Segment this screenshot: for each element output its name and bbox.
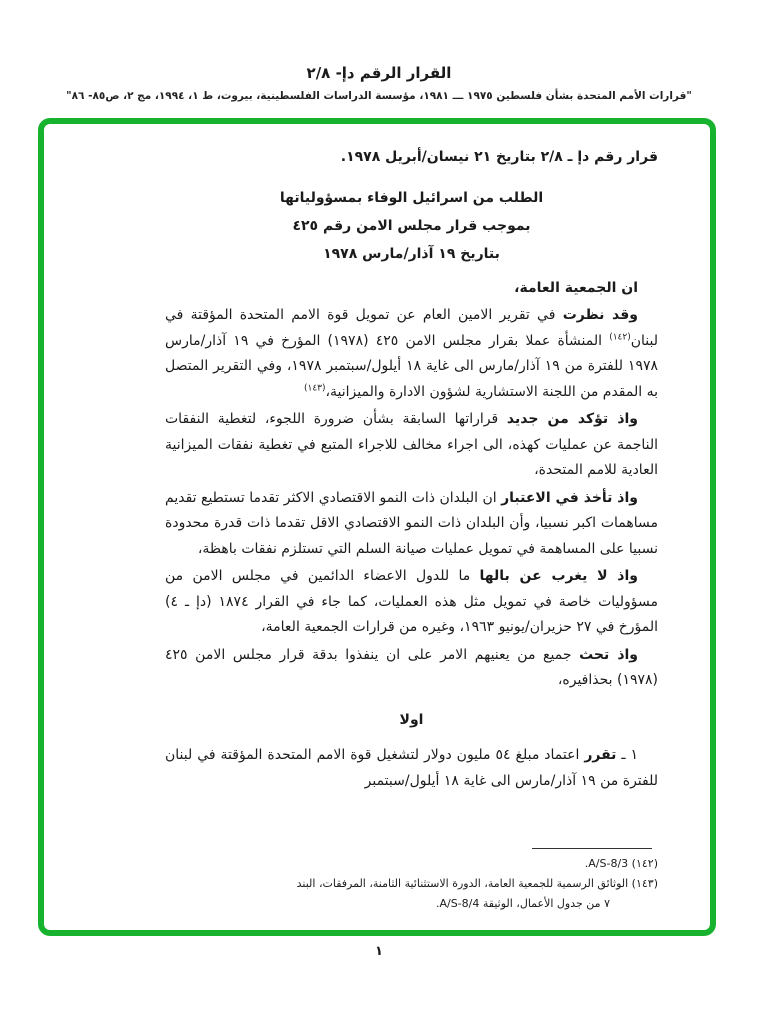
footnote-143-line2: ٧ من جدول الأعمال، الوثيقة A/S-8/4.: [435, 897, 610, 910]
footnotes-block: [112, 848, 658, 914]
operative-paragraph: [165, 743, 658, 794]
page-number: ١: [375, 944, 383, 959]
footnote-ref-143: (١٤٣): [303, 382, 326, 393]
opening-phrase: ان الجمعية العامة،: [514, 279, 638, 296]
paragraph-lead: واذ تؤكد من جديد: [506, 411, 638, 427]
footnote-143-line1: (١٤٣) الوثائق الرسمية للجمعية العامة، الدورة الاستثنائية الثامنة، المرفقات، البند: [296, 877, 658, 890]
subject-line: بتاريخ ١٩ آذار/مارس ١٩٧٨: [323, 245, 500, 262]
paragraph-lead: وقد نظرت: [562, 307, 638, 323]
paragraph-text: ان البلدان ذات النمو الاقتصادي الاكثر تقدما تستطيع تقديم مساهمات اكبر نسبيا، وأن البلدان ذات النمو الاقتصادي الاقل تقدما ذات قدرة محدودة نسبيا على المساهمة في تمويل عمليات صيانة السلم التي تستلزم نفقات باهظة،: [165, 489, 658, 557]
section-heading-first: اولا: [399, 711, 424, 728]
preamble-paragraph: [165, 643, 658, 694]
preamble-paragraph: [165, 486, 658, 563]
paragraph-lead: واذ تحث: [579, 646, 639, 663]
preamble-paragraph: [165, 407, 658, 484]
paragraph-text: المنشأة عملا بقرار مجلس الامن ٤٢٥ (١٩٧٨) المؤرخ في ١٩ آذار/مارس ١٩٧٨ للفترة من ١٩ آذار/مارس الى غاية ١٨ أيلول/سبتمبر ١٩٧٨، وفي التقرير المتصل به المقدم من اللجنة الاستشارية لشؤون الادارة والميزانية،: [165, 332, 658, 400]
paragraph-text: قراراتها السابقة بشأن ضرورة اللجوء، لتغطية النفقات الناجمة عن عمليات كهذه، الى اجراء مخالف للاجراء المتبع في تغطية نفقات الميزانية العادية للامم المتحدة،: [165, 411, 658, 478]
paragraph-text: اعتماد مبلغ ٥٤ مليون دولار لتشغيل قوة الامم المتحدة المؤقتة في لبنان للفترة من ١٩ آذار/مارس الى غاية ١٨ أيلول/سبتمبر: [165, 747, 658, 789]
paragraph-text: في تقرير الامين العام عن تمويل قوة الامم المتحدة المؤقتة في لبنان: [165, 307, 659, 349]
paragraph-text: جميع من يعنيهم الامر على ان ينفذوا بدقة قرار مجلس الامن ٤٢٥ (١٩٧٨) بحذافيره،: [165, 646, 658, 688]
resolution-body: [44, 124, 710, 930]
resolution-subject: [165, 184, 658, 268]
source-citation-line: "قرارات الأمم المتحدة بشأن فلسطين ١٩٧٥ ـــ ١٩٨١، مؤسسة الدراسات الفلسطينية، بيروت، ط ١، ١٩٩٤، مج ٢، ص٨٥- ٨٦": [66, 90, 692, 102]
resolution-green-border-box: [38, 118, 716, 936]
paragraph-lead: واذ تأخذ في الاعتبار: [501, 489, 638, 506]
preamble-paragraph: [165, 564, 658, 641]
footnote-divider: [532, 848, 652, 849]
resolution-heading-line: قرار رقم دإ ـ ٢/٨ بتاريخ ٢١ نيسان/أبريل ١٩٧٨.: [340, 149, 658, 165]
preamble-paragraph: [165, 303, 658, 405]
footnote-ref-142: (١٤٢): [609, 331, 631, 342]
footnote-142: (١٤٢) A/S-8/3.: [584, 857, 658, 870]
subject-line: الطلب من اسرائيل الوفاء بمسؤولياتها: [279, 189, 544, 206]
paragraph-lead: تقرر: [584, 747, 617, 763]
paragraph-lead: واذ لا يغرب عن بالها: [479, 568, 638, 584]
item-number: ١ ـ: [616, 747, 638, 763]
page-title: القرار الرقم دإ- ٢/٨: [306, 64, 452, 82]
subject-line: بموجب قرار مجلس الامن رقم ٤٢٥: [292, 217, 531, 234]
paragraph-text: ما للدول الاعضاء الدائمين في مجلس الامن من مسؤوليات خاصة في تمويل مثل هذه العمليات، كما جاء في القرار ١٨٧٤ (دإ ـ ٤) المؤرخ في ٢٧ حزيران/يونيو ١٩٦٣، وغيره من قرارات الجمعية العامة،: [165, 568, 658, 635]
